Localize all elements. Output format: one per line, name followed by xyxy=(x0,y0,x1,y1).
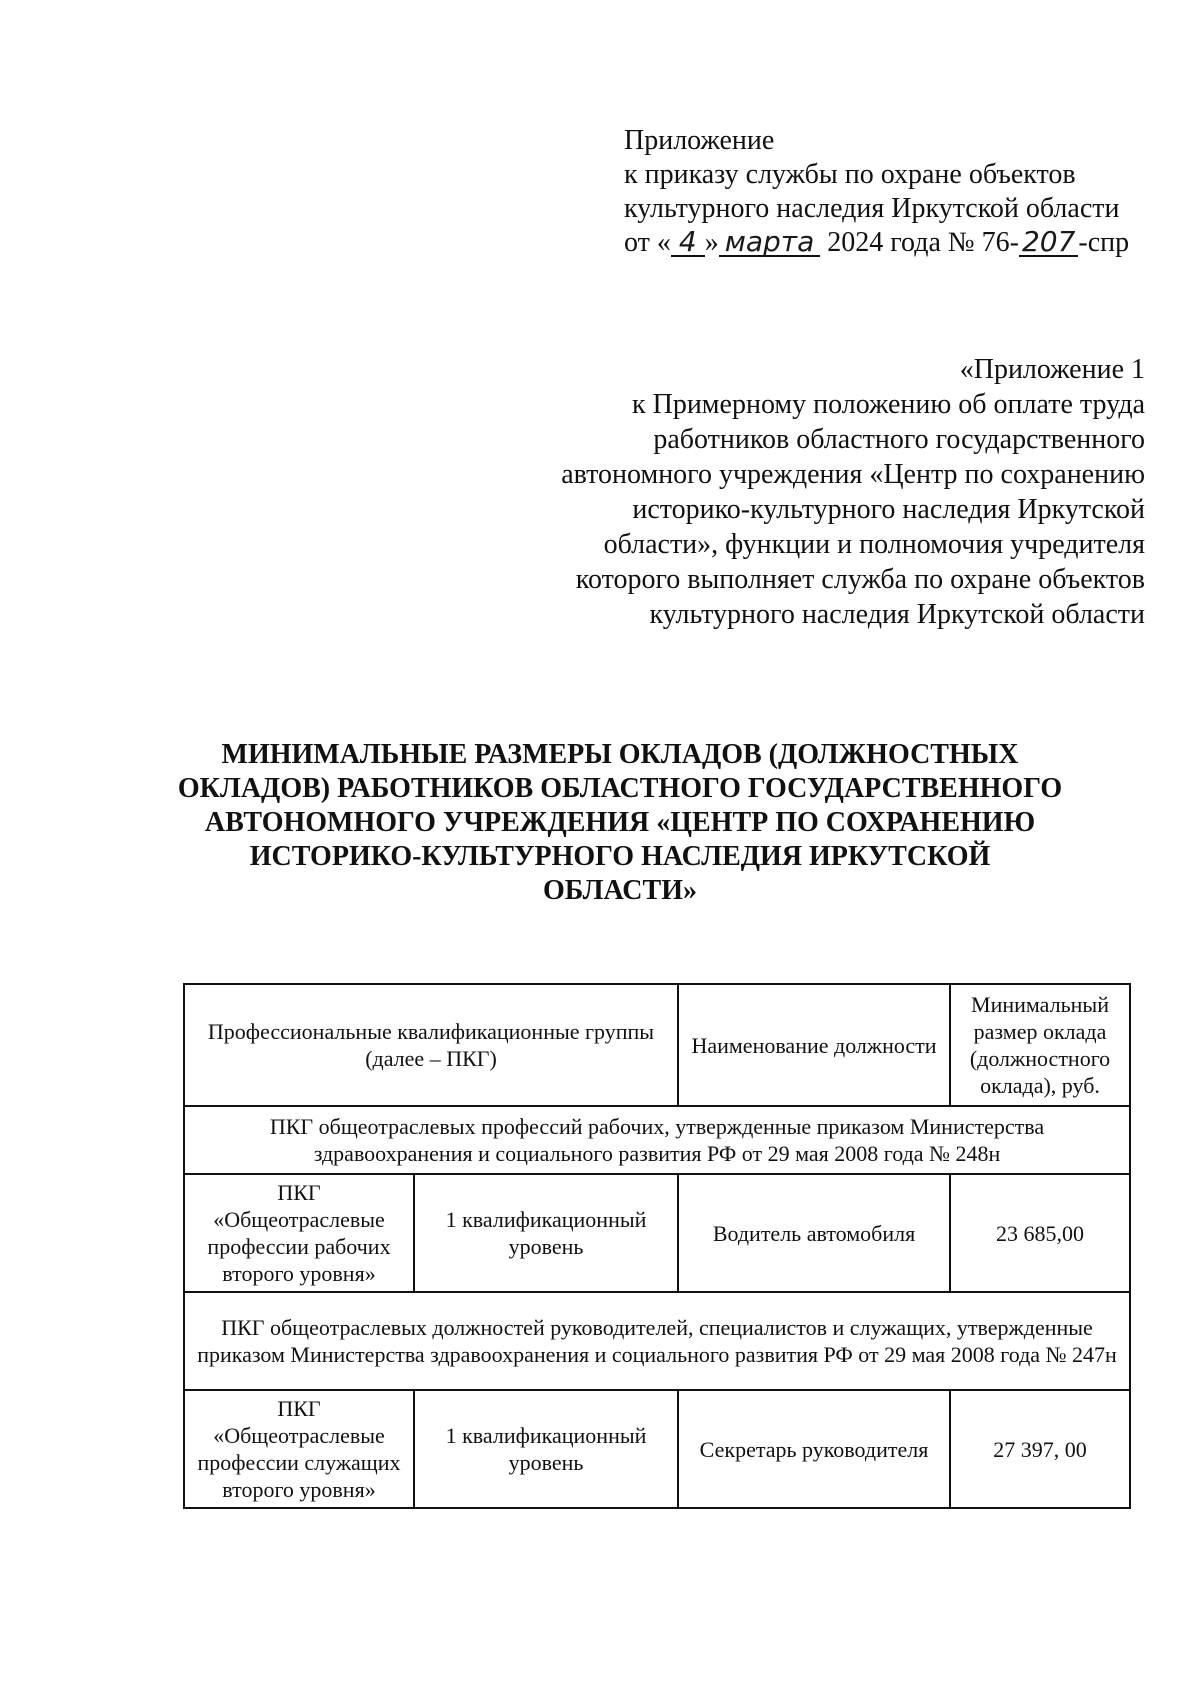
appendix-line: работников областного государственного xyxy=(653,424,1145,455)
salary-cell: 23 685,00 xyxy=(950,1174,1130,1292)
date-prefix: от « xyxy=(624,227,671,258)
section-row xyxy=(184,1292,1130,1390)
date-mid: » xyxy=(704,227,719,258)
appendix-line: историко-культурного наследия Иркутской xyxy=(632,494,1145,525)
appendix-line: к Примерному положению об оплате труда xyxy=(632,389,1145,420)
salary-table xyxy=(183,983,1131,1509)
handwritten-month: марта xyxy=(719,229,821,257)
title-line: МИНИМАЛЬНЫЕ РАЗМЕРЫ ОКЛАДОВ (ДОЛЖНОСТНЫХ xyxy=(221,739,1019,770)
table-header-row xyxy=(184,984,1130,1106)
handwritten-day: 4 xyxy=(671,229,705,257)
appendix-line: области», функции и полномочия учредителя xyxy=(603,529,1145,560)
level-cell: 1 квалификационный уровень xyxy=(414,1390,678,1508)
section-row xyxy=(184,1106,1130,1174)
appendix-line: культурного наследия Иркутской области xyxy=(649,599,1145,630)
salary-cell: 27 397, 00 xyxy=(950,1390,1130,1508)
header-groups-cell: Профессиональные квалификационные группы (далее – ПКГ) xyxy=(184,984,678,1106)
section-title-cell: ПКГ общеотраслевых профессий рабочих, утвержденные приказом Министерства здравоохранения и социального развития РФ от 29 мая 2008 года № 248н xyxy=(184,1106,1130,1174)
appendix-line: которого выполняет служба по охране объектов xyxy=(575,564,1145,595)
approval-line: культурного наследия Иркутской области xyxy=(624,193,1120,224)
position-cell: Водитель автомобиля xyxy=(678,1174,950,1292)
group-cell: ПКГ «Общеотраслевые профессии служащих второго уровня» xyxy=(184,1390,414,1508)
group-cell: ПКГ «Общеотраслевые профессии рабочих второго уровня» xyxy=(184,1174,414,1292)
approval-line: к приказу службы по охране объектов xyxy=(624,159,1076,190)
table-row xyxy=(184,1174,1130,1292)
document-title xyxy=(150,738,1090,908)
title-line: АВТОНОМНОГО УЧРЕЖДЕНИЯ «ЦЕНТР ПО СОХРАНЕНИЮ xyxy=(204,807,1036,838)
header-salary-cell: Минимальный размер оклада (должностного оклада), руб. xyxy=(950,984,1130,1106)
approval-block xyxy=(624,124,1144,260)
section-title-cell: ПКГ общеотраслевых должностей руководителей, специалистов и служащих, утвержденные приказом Министерства здравоохранения и социального развития РФ от 29 мая 2008 года № 247н xyxy=(184,1292,1130,1390)
header-position-cell: Наименование должности xyxy=(678,984,950,1106)
approval-line: Приложение xyxy=(624,125,775,156)
title-line: ОБЛАСТИ» xyxy=(543,875,697,906)
appendix-block xyxy=(445,352,1145,632)
appendix-line: автономного учреждения «Центр по сохранению xyxy=(561,459,1145,490)
title-line: ИСТОРИКО-КУЛЬТУРНОГО НАСЛЕДИЯ ИРКУТСКОЙ xyxy=(249,841,991,872)
level-cell: 1 квалификационный уровень xyxy=(414,1174,678,1292)
appendix-line: «Приложение 1 xyxy=(959,354,1145,385)
position-cell: Секретарь руководителя xyxy=(678,1390,950,1508)
doc-suffix: -спр xyxy=(1078,227,1130,258)
date-year-text: 2024 года № 76- xyxy=(820,227,1019,258)
approval-date-line xyxy=(624,226,1144,260)
handwritten-doc-number: 207 xyxy=(1019,229,1078,257)
title-line: ОКЛАДОВ) РАБОТНИКОВ ОБЛАСТНОГО ГОСУДАРСТВЕННОГО xyxy=(177,773,1063,804)
table-row xyxy=(184,1390,1130,1508)
